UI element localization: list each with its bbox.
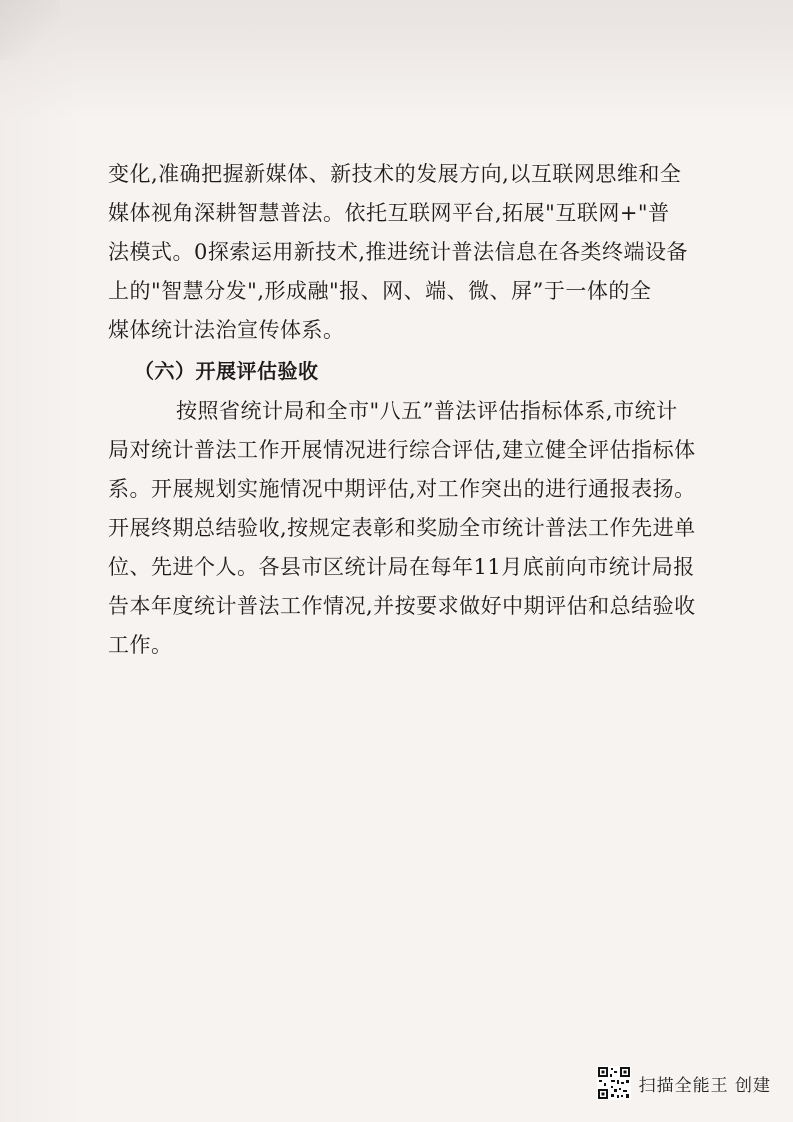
- top-shadow: [0, 0, 793, 30]
- paragraph2-line-6: 告本年度统计普法工作情况,并按要求做好中期评估和总结验收: [108, 594, 696, 618]
- paragraph2-line-1: 按照省统计局和全市"八五”普法评估指标体系,市统计: [176, 399, 678, 423]
- qr-code-icon: [597, 1066, 631, 1100]
- scanner-watermark: [597, 1066, 771, 1100]
- paragraph2-line-4: 开展终期总结验收,按规定表彰和奖励全市统计普法工作先进单: [108, 516, 696, 540]
- paragraph1-line-3: 法模式。0探索运用新技术,推进统计普法信息在各类终端设备: [108, 240, 689, 264]
- paragraph1-line-5: 煤体统计法治宣传体系。: [108, 318, 345, 342]
- corner-shadow: [0, 0, 60, 60]
- paragraph2-line-2: 局对统计普法工作开展情况进行综合评估,建立健全评估指标体: [108, 438, 696, 462]
- paragraph2-line-3: 系。开展规划实施情况中期评估,对工作突出的进行通报表扬。: [108, 477, 696, 501]
- paragraph2-line-7: 工作。: [108, 633, 173, 657]
- paragraph1-line-4: 上的"智慧分发",形成融"报、网、端、微、屏”于一体的全: [108, 279, 652, 303]
- section-heading: （六）开展评估验收: [134, 359, 319, 383]
- paragraph1-line-2: 媒体视角深耕智慧普法。依托互联网平台,拓展"互联网+"普: [108, 201, 670, 225]
- scanner-label: 扫描全能王 创建: [638, 1075, 771, 1096]
- paragraph2-line-5: 位、先进个人。各县市区统计局在每年11月底前向市统计局报: [108, 555, 695, 579]
- paragraph1-line-1: 变化,准确把握新媒体、新技术的发展方向,以互联网思维和全: [108, 162, 682, 186]
